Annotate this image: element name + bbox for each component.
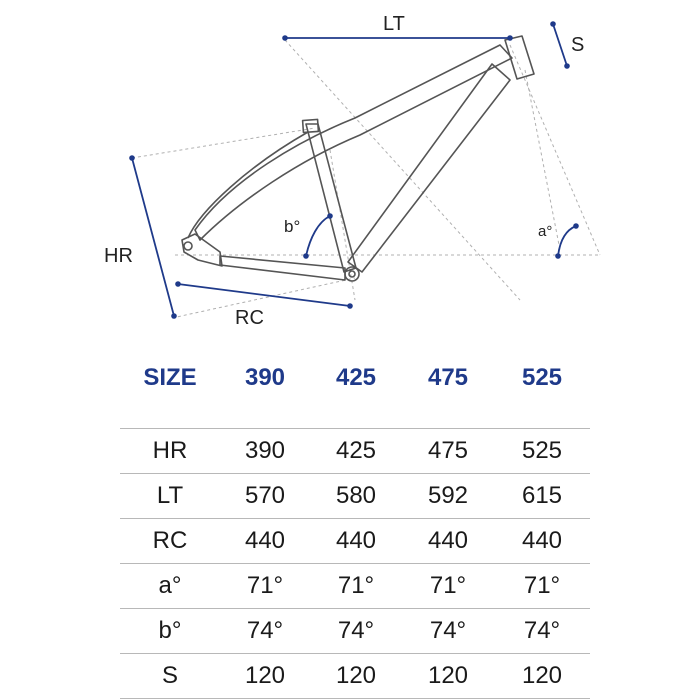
rear-axle-mark (184, 242, 192, 250)
row-label: RC (152, 527, 188, 554)
b-angle-label: b° (284, 217, 301, 236)
rc-label: RC (235, 307, 264, 329)
table-cell: 74° (429, 617, 467, 644)
size-header-row (120, 364, 590, 404)
head-tube (505, 36, 534, 79)
table-row-a (120, 563, 590, 608)
table-cell: 390 (244, 437, 286, 464)
guide-lines (132, 40, 600, 318)
row-label: S (161, 662, 178, 689)
table-cell: 74° (337, 617, 375, 644)
table-cell: 120 (335, 662, 377, 689)
table-row-lt (120, 473, 590, 518)
bottom-bracket-inner (349, 271, 355, 277)
table-cell: 120 (427, 662, 469, 689)
seat-tube (306, 124, 356, 272)
seat-collar (303, 119, 319, 132)
dimension-dots (129, 21, 579, 319)
a-angle-arc (558, 226, 576, 256)
table-cell: 71° (429, 572, 467, 599)
row-label: LT (156, 482, 184, 509)
size-header-475: 475 (427, 364, 469, 391)
size-header-525: 525 (521, 364, 563, 391)
row-label: HR (152, 437, 188, 464)
down-tube (348, 64, 510, 272)
row-label: b° (158, 617, 182, 644)
table-row-rc (120, 518, 590, 563)
table-cell: 71° (246, 572, 284, 599)
table-cell: 525 (521, 437, 563, 464)
table-cell: 120 (521, 662, 563, 689)
table-cell: 580 (335, 482, 377, 509)
row-label: a° (158, 572, 182, 599)
table-row-hr (120, 428, 590, 473)
lt-label: LT (383, 13, 405, 35)
geometry-table (120, 428, 590, 699)
chain-stay (220, 256, 345, 280)
table-cell: 425 (335, 437, 377, 464)
size-header-390: 390 (244, 364, 286, 391)
rc-dimension-line (178, 284, 350, 306)
table-cell: 440 (244, 527, 286, 554)
table-cell: 71° (337, 572, 375, 599)
size-header-label: SIZE (143, 364, 197, 391)
size-header-425: 425 (335, 364, 377, 391)
hr-dimension-line (132, 158, 174, 316)
table-cell: 74° (523, 617, 561, 644)
table-cell: 475 (427, 437, 469, 464)
table-cell: 74° (246, 617, 284, 644)
table-cell: 440 (521, 527, 563, 554)
s-dimension-line (553, 24, 567, 66)
bike-frame-outline (182, 36, 534, 281)
table-cell: 615 (521, 482, 563, 509)
table-cell: 71° (523, 572, 561, 599)
table-cell: 440 (335, 527, 377, 554)
table-row-s (120, 653, 590, 699)
b-angle-arc (306, 216, 330, 256)
table-row-b (120, 608, 590, 653)
table-cell: 570 (244, 482, 286, 509)
table-cell: 120 (244, 662, 286, 689)
table-cell: 592 (427, 482, 469, 509)
hr-label: HR (104, 245, 133, 267)
s-label: S (571, 34, 585, 56)
top-tube (195, 45, 512, 240)
a-angle-label: a° (538, 223, 553, 240)
table-cell: 440 (427, 527, 469, 554)
